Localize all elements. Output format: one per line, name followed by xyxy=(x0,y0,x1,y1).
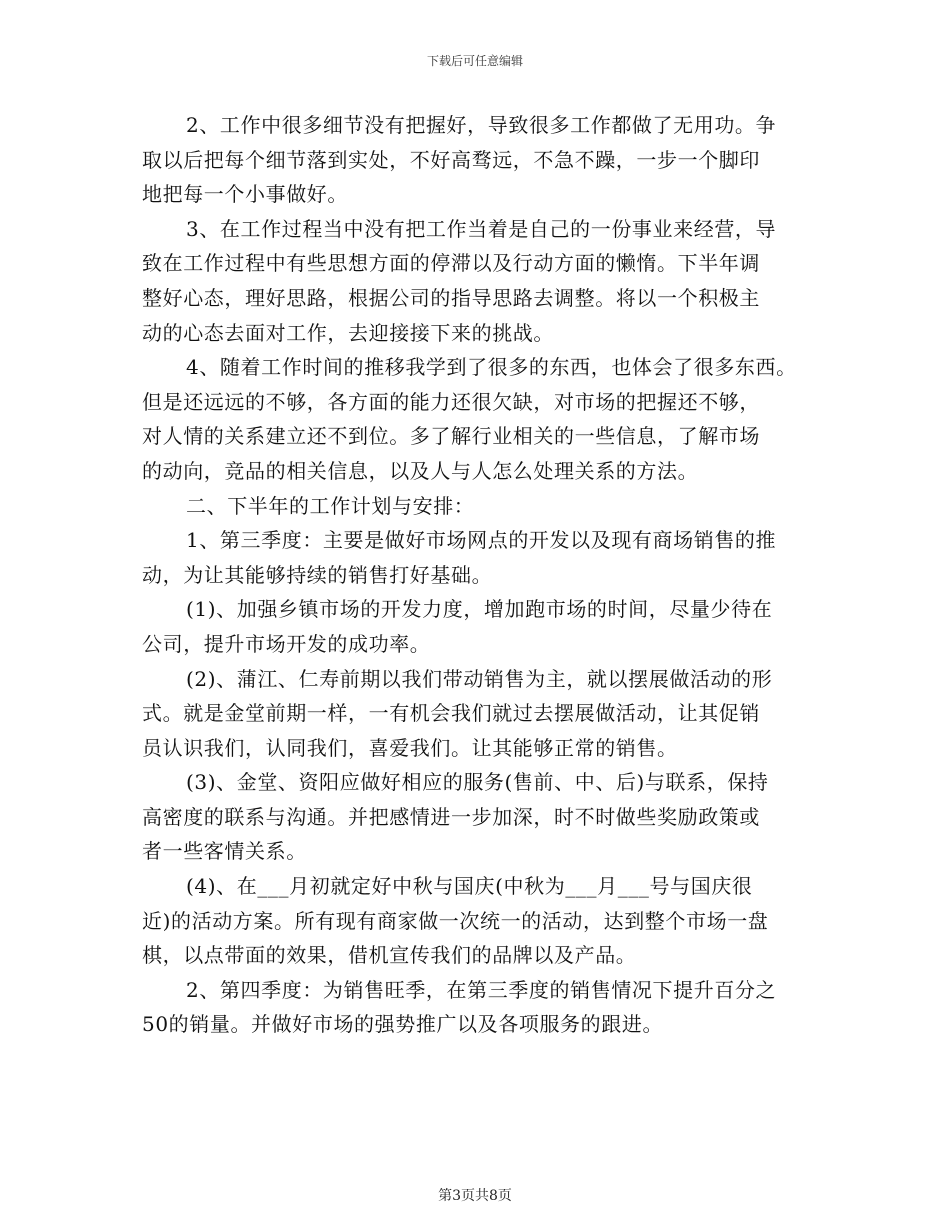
text-line: 近)的活动方案。所有现有商家做一次统一的活动，达到整个市场一盘 xyxy=(142,908,769,933)
text-line: 对人情的关系建立还不到位。多了解行业相关的一些信息，了解市场 xyxy=(142,424,760,449)
text-line: 式。就是金堂前期一样，一有机会我们就过去摆展做活动，让其促销 xyxy=(142,701,760,726)
text-line: (3)、金堂、资阳应做好相应的服务(售前、中、后)与联系，保持 xyxy=(186,770,769,795)
text-line: 高密度的联系与沟通。并把感情进一步加深，时不时做些奖励政策或 xyxy=(142,804,760,829)
text-line: 致在工作过程中有些思想方面的停滞以及行动方面的懒惰。下半年调 xyxy=(142,251,760,276)
text-line: 动，为让其能够持续的销售打好基础。 xyxy=(142,562,493,587)
text-line: (1)、加强乡镇市场的开发力度，增加跑市场的时间，尽量少待在 xyxy=(186,597,773,622)
text-line: 50的销量。并做好市场的强势推广以及各项服务的跟进。 xyxy=(142,1012,664,1037)
text-line: 4、随着工作时间的推移我学到了很多的东西，也体会了很多东西。 xyxy=(186,355,797,380)
document-body xyxy=(142,108,822,1042)
text-line: 地把每一个小事做好。 xyxy=(142,182,348,207)
text-line: (4)、在___月初就定好中秋与国庆(中秋为___月___号与国庆很 xyxy=(186,874,753,899)
text-line: 取以后把每个细节落到实处，不好高骛远，不急不躁，一步一个脚印 xyxy=(142,147,760,172)
text-line: 但是还远远的不够，各方面的能力还很欠缺，对市场的把握还不够， xyxy=(142,389,760,414)
text-line: 公司，提升市场开发的成功率。 xyxy=(142,631,431,656)
text-line: 动的心态去面对工作，去迎接接下来的挑战。 xyxy=(142,320,554,345)
text-line: 的动向，竞品的相关信息，以及人与人怎么处理关系的方法。 xyxy=(142,458,699,483)
text-line: 2、第四季度：为销售旺季，在第三季度的销售情况下提升百分之 xyxy=(186,977,777,1002)
section-heading: 二、下半年的工作计划与安排： xyxy=(186,493,475,518)
text-line: 1、第三季度：主要是做好市场网点的开发以及现有商场销售的推 xyxy=(186,528,777,553)
page-number: 第3页共8页 xyxy=(438,1188,512,1204)
text-line: 2、工作中很多细节没有把握好，导致很多工作都做了无用功。争 xyxy=(186,113,777,137)
page-header: 下载后可任意编辑 xyxy=(426,54,523,68)
text-line: 棋，以点带面的效果，借机宣传我们的品牌以及产品。 xyxy=(142,943,637,968)
text-line: 3、在工作过程当中没有把工作当着是自己的一份事业来经营，导 xyxy=(186,216,777,241)
text-line: 者一些客情关系。 xyxy=(142,839,307,864)
text-line: (2)、蒲江、仁寿前期以我们带动销售为主，就以摆展做活动的形 xyxy=(186,666,773,691)
text-line: 员认识我们，认同我们，喜爱我们。让其能够正常的销售。 xyxy=(142,735,678,760)
text-line: 整好心态，理好思路，根据公司的指导思路去调整。将以一个积极主 xyxy=(142,285,760,310)
